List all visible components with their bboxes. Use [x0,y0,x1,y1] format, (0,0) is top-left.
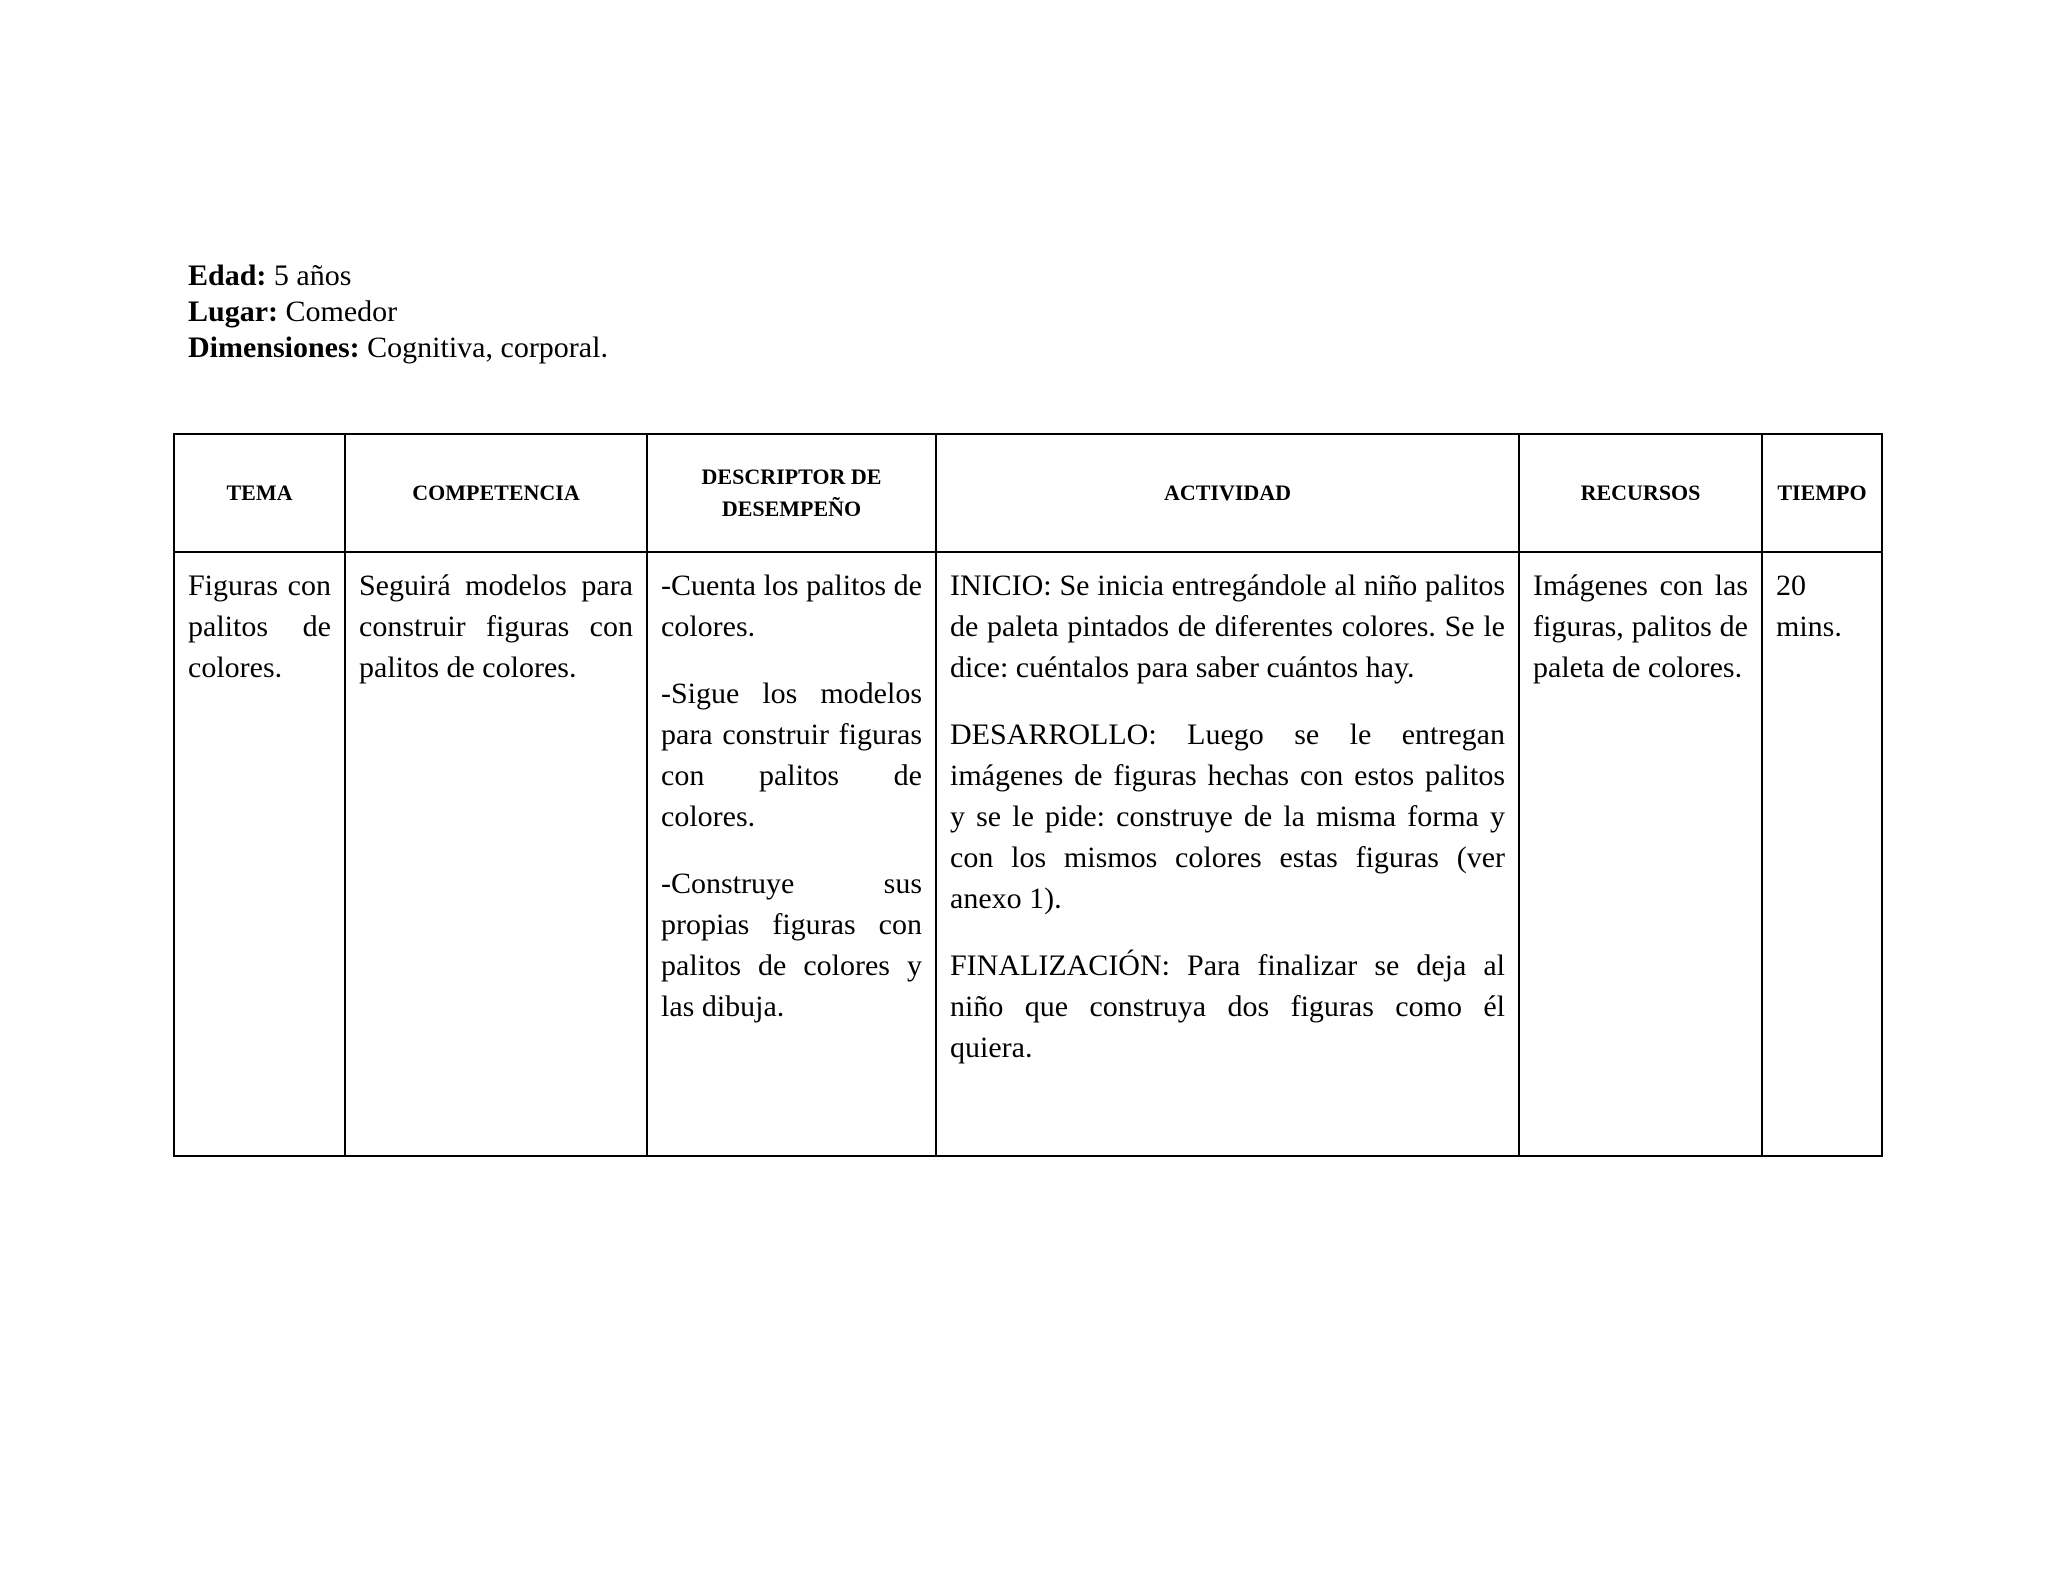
lugar-line [188,294,608,330]
actividad-inicio: INICIO: Se inicia entregándole al niño palitos de paleta pintados de diferentes colores. Se le dice: cuéntalos para saber cuántos hay. [950,569,1505,684]
descriptor-item-2: -Sigue los modelos para construir figuras con palitos de colores. [661,677,922,833]
actividad-finalizacion: FINALIZACIÓN: Para finalizar se deja al niño que construya dos figuras como él quiera. [950,949,1505,1064]
cell-tema [174,552,345,1156]
lugar-label: Lugar: [188,295,278,328]
descriptor-item-3: -Construye sus propias figuras con palitos de colores y las dibuja. [661,867,922,1023]
recursos-text: Imágenes con las figuras, palitos de paleta de colores. [1533,569,1748,684]
actividad-desarrollo: DESARROLLO: Luego se le entregan imágenes de figuras hechas con estos palitos y se le pide: construye de la misma forma y con los mismos colores estas figuras (ver anexo 1). [950,718,1505,915]
table-row [174,552,1882,1156]
cell-competencia [345,552,647,1156]
dimensiones-value: Cognitiva, corporal. [359,331,608,364]
edad-line [188,258,608,294]
competencia-text: Seguirá modelos para construir figuras con palitos de colores. [359,569,633,684]
lesson-metadata [188,258,608,366]
header-tema: TEMA [174,434,345,552]
cell-recursos [1519,552,1762,1156]
dimensiones-label: Dimensiones: [188,331,360,364]
tema-text: Figuras con palitos de colores. [188,569,331,684]
cell-descriptor [647,552,936,1156]
cell-tiempo [1762,552,1882,1156]
descriptor-item-1: -Cuenta los palitos de colores. [661,569,922,643]
header-recursos: RECURSOS [1519,434,1762,552]
header-tiempo: TIEMPO [1762,434,1882,552]
edad-label: Edad: [188,259,267,292]
tiempo-text: 20 mins. [1776,569,1842,643]
edad-value: 5 años [266,259,352,292]
header-actividad: ACTIVIDAD [936,434,1519,552]
lugar-value: Comedor [278,295,398,328]
cell-actividad [936,552,1519,1156]
header-descriptor: DESCRIPTOR DE DESEMPEÑO [647,434,936,552]
header-competencia: COMPETENCIA [345,434,647,552]
lesson-plan-table [173,433,1883,1157]
table-header-row [174,434,1882,552]
dimensiones-line [188,330,608,366]
